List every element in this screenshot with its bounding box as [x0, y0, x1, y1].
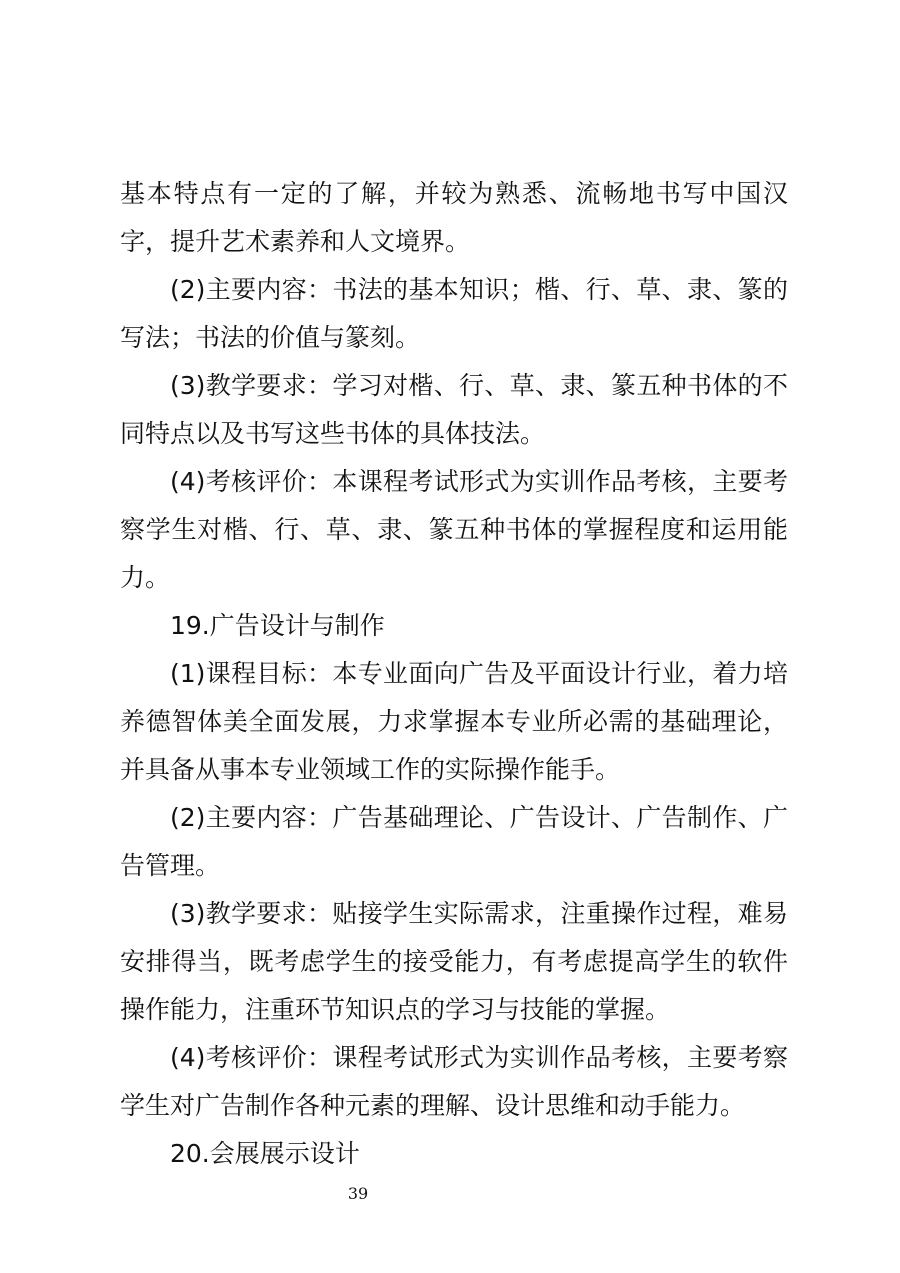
section-heading-advertising: 19.广告设计与制作 — [170, 611, 385, 640]
paragraph-continuation: 基本特点有一定的了解，并较为熟悉、流畅地书写中国汉字，提升艺术素养和人文境界。 — [120, 179, 788, 256]
paragraph-advertising-requirements: (3)教学要求：贴接学生实际需求，注重操作过程，难易安排得当，既考虑学生的接受能力，有考虑提高学生的软件操作能力，注重环节知识点的学习与技能的掌握。 — [120, 899, 788, 1024]
paragraph-calligraphy-content: (2)主要内容：书法的基本知识；楷、行、草、隶、篆的写法；书法的价值与篆刻。 — [120, 275, 788, 352]
document-body — [120, 170, 788, 1178]
section-heading-exhibition: 20.会展展示设计 — [170, 1139, 360, 1168]
page-number: 39 — [347, 1184, 369, 1203]
paragraph-calligraphy-assessment: (4)考核评价：本课程考试形式为实训作品考核，主要考察学生对楷、行、草、隶、篆五种书体的掌握程度和运用能力。 — [120, 467, 788, 592]
paragraph-calligraphy-requirements: (3)教学要求：学习对楷、行、草、隶、篆五种书体的不同特点以及书写这些书体的具体技法。 — [120, 371, 788, 448]
paragraph-advertising-assessment: (4)考核评价：课程考试形式为实训作品考核，主要考察学生对广告制作各种元素的理解、设计思维和动手能力。 — [120, 1043, 788, 1120]
paragraph-advertising-objectives: (1)课程目标：本专业面向广告及平面设计行业，着力培养德智体美全面发展，力求掌握本专业所必需的基础理论，并具备从事本专业领域工作的实际操作能手。 — [120, 659, 788, 784]
paragraph-advertising-content: (2)主要内容：广告基础理论、广告设计、广告制作、广告管理。 — [120, 803, 788, 880]
